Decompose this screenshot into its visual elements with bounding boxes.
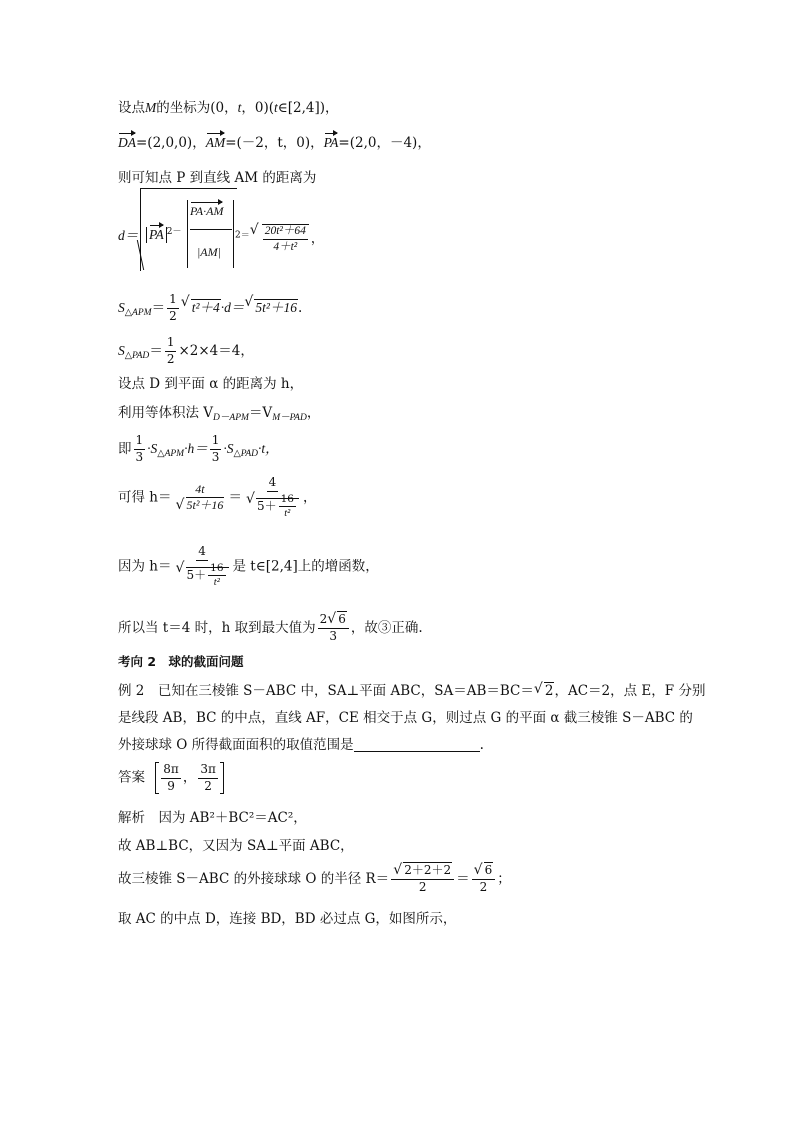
text: 2: [544, 683, 554, 699]
text: ·t，: [258, 440, 279, 456]
text: ，0)(: [241, 100, 274, 116]
text: PA·AM: [190, 204, 224, 218]
text-line-increasing: [118, 545, 379, 589]
sqrt: [245, 296, 298, 316]
text: =(－2，t，0)，: [225, 135, 324, 151]
text: 4: [267, 476, 279, 492]
text: 3: [135, 449, 144, 464]
answer-label: 答案: [118, 769, 145, 786]
text: 6: [484, 863, 493, 877]
text: 2: [418, 879, 427, 894]
text: 6: [338, 612, 346, 626]
text: 的坐标为(0，: [156, 100, 238, 116]
abs-bar-left: [187, 200, 189, 268]
formula-volume-equal: [118, 434, 279, 465]
text: ，: [306, 405, 321, 421]
section-heading: 考向 2 球的截面问题: [118, 654, 244, 669]
text: .: [297, 299, 303, 316]
text: ＝: [151, 299, 166, 316]
text: ，故③正确.: [350, 619, 423, 636]
var-M: M: [145, 100, 157, 115]
text: 5t²＋16: [255, 299, 297, 315]
text-line-max-value: [118, 613, 423, 644]
var-t: t: [274, 100, 278, 115]
frac-den: [197, 245, 221, 260]
text: ·d＝: [220, 299, 245, 315]
left-bracket: [155, 762, 159, 794]
text: ，: [302, 489, 317, 506]
frac-line: [190, 229, 232, 230]
text: ＝: [149, 342, 163, 359]
analysis-radius: [118, 864, 511, 895]
vector-AM: AM: [205, 135, 226, 150]
example-2-line-3: [118, 733, 484, 753]
text: √ 20t²＋64: [263, 225, 308, 240]
text: 4＋t²: [273, 241, 298, 254]
frac-num: [190, 204, 223, 219]
var-t: t: [237, 100, 242, 115]
text: 2: [319, 612, 328, 626]
text: d＝: [118, 228, 139, 243]
text: 2＋2＋2: [404, 863, 452, 877]
text: 3π: [198, 763, 218, 779]
formula-area-APM: [118, 293, 302, 324]
text: t²＋4: [191, 299, 220, 315]
text: t²: [213, 576, 220, 588]
text: ∈[2,4])，: [277, 100, 339, 116]
text: 5t²＋16: [186, 498, 224, 513]
text: △PAD: [124, 350, 150, 361]
vector-PA: PA: [149, 227, 164, 242]
sqrt: [182, 296, 221, 316]
text: ，: [310, 231, 324, 247]
text: 可得 h＝: [118, 489, 172, 506]
text: 8π: [161, 763, 181, 779]
text: 设点: [118, 100, 145, 116]
vector-DA: DA: [118, 135, 136, 150]
text: 5＋: [256, 498, 277, 513]
text: 2－: [166, 227, 182, 237]
text: S: [118, 342, 125, 358]
text-line-distance-intro: 则可知点 P 到直线 AM 的距离为: [118, 170, 317, 186]
text: 因为 h＝: [118, 558, 172, 575]
text: 9: [167, 778, 175, 793]
formula-h: [118, 476, 316, 520]
text: 4t: [193, 483, 206, 499]
text: 5＋: [186, 567, 207, 582]
text: 16: [208, 562, 225, 576]
formula-area-PAD: [118, 336, 254, 367]
text: ·h＝: [184, 440, 208, 456]
text: 1: [210, 434, 222, 450]
example-2-line-2: 是线段 AB，BC 的中点，直线 AF，CE 相交于点 G，则过点 G 的平面 α 截三棱锥 S－ABC 的: [118, 710, 693, 726]
text: △APM: [157, 448, 185, 459]
formula-tail: [235, 224, 324, 254]
text: ＝: [456, 870, 470, 887]
text: 1: [134, 434, 146, 450]
text: ·S: [147, 440, 158, 456]
text: △APM: [124, 307, 152, 318]
text: 16: [279, 493, 296, 507]
text: M－PAD: [272, 413, 307, 423]
text: 4: [196, 545, 208, 561]
answer-blank: [354, 739, 480, 752]
text-line-vectors: [118, 131, 431, 151]
text: 例 2 已知在三棱锥 S－ABC 中，SA⊥平面 ABC，SA＝AB＝BC＝: [118, 683, 534, 699]
text: ，AC＝2，点 E，F 分别: [554, 683, 706, 699]
text: t²: [284, 507, 291, 519]
example-2-line-1: [118, 679, 705, 699]
text: ；: [497, 870, 511, 887]
text: 2＝: [235, 230, 250, 241]
text: ，: [182, 769, 197, 786]
text: △PAD: [233, 448, 259, 459]
analysis-line-2: 故 AB⊥BC，又因为 SA⊥平面 ABC，: [118, 838, 354, 854]
text: |AM|: [197, 245, 221, 259]
text: S: [118, 299, 125, 315]
text: ＝V: [248, 405, 273, 421]
text-line-coordinates: [118, 96, 339, 116]
text: 2: [169, 308, 177, 323]
text: D－APM: [213, 413, 249, 423]
sqrt-frac: [251, 224, 311, 254]
text: 2: [166, 351, 175, 366]
text-line-distance-h: 设点 D 到平面 α 的距离为 h，: [118, 376, 304, 392]
answer-line: [118, 762, 224, 794]
text: 利用等体积法 V: [118, 405, 214, 421]
text-line-volume-method: [118, 401, 320, 423]
text: =(2,0,0)，: [136, 135, 206, 151]
right-bracket: [220, 762, 224, 794]
text: 1: [165, 336, 177, 352]
text: 1: [167, 293, 179, 309]
text: 3: [329, 628, 338, 643]
abs-PA: [146, 227, 167, 243]
text: 2: [204, 778, 212, 793]
text: 3: [211, 449, 220, 464]
analysis-line-1: 解析 因为 AB²＋BC²＝AC²，: [118, 810, 307, 826]
text: ×2×4＝4，: [178, 342, 254, 359]
analysis-midpoint: 取 AC 的中点 D，连接 BD，BD 必过点 G，如图所示，: [118, 911, 457, 927]
text: 即: [118, 440, 132, 457]
vector-PA: PA: [323, 135, 339, 150]
text: ·S: [223, 440, 234, 456]
text: 外接球球 O 所得截面面积的取值范围是: [118, 737, 354, 753]
formula-inner: [146, 224, 182, 243]
text: 是 t∈[2,4]上的增函数，: [232, 558, 379, 575]
text: =(2,0，－4)，: [338, 135, 431, 151]
text: ＝: [228, 489, 242, 506]
text: 故三棱锥 S－ABC 的外接球球 O 的半径 R＝: [118, 870, 390, 887]
text: .: [479, 737, 484, 753]
text: 所以当 t＝4 时，h 取到最大值为: [118, 619, 316, 636]
text: 2: [479, 879, 488, 894]
